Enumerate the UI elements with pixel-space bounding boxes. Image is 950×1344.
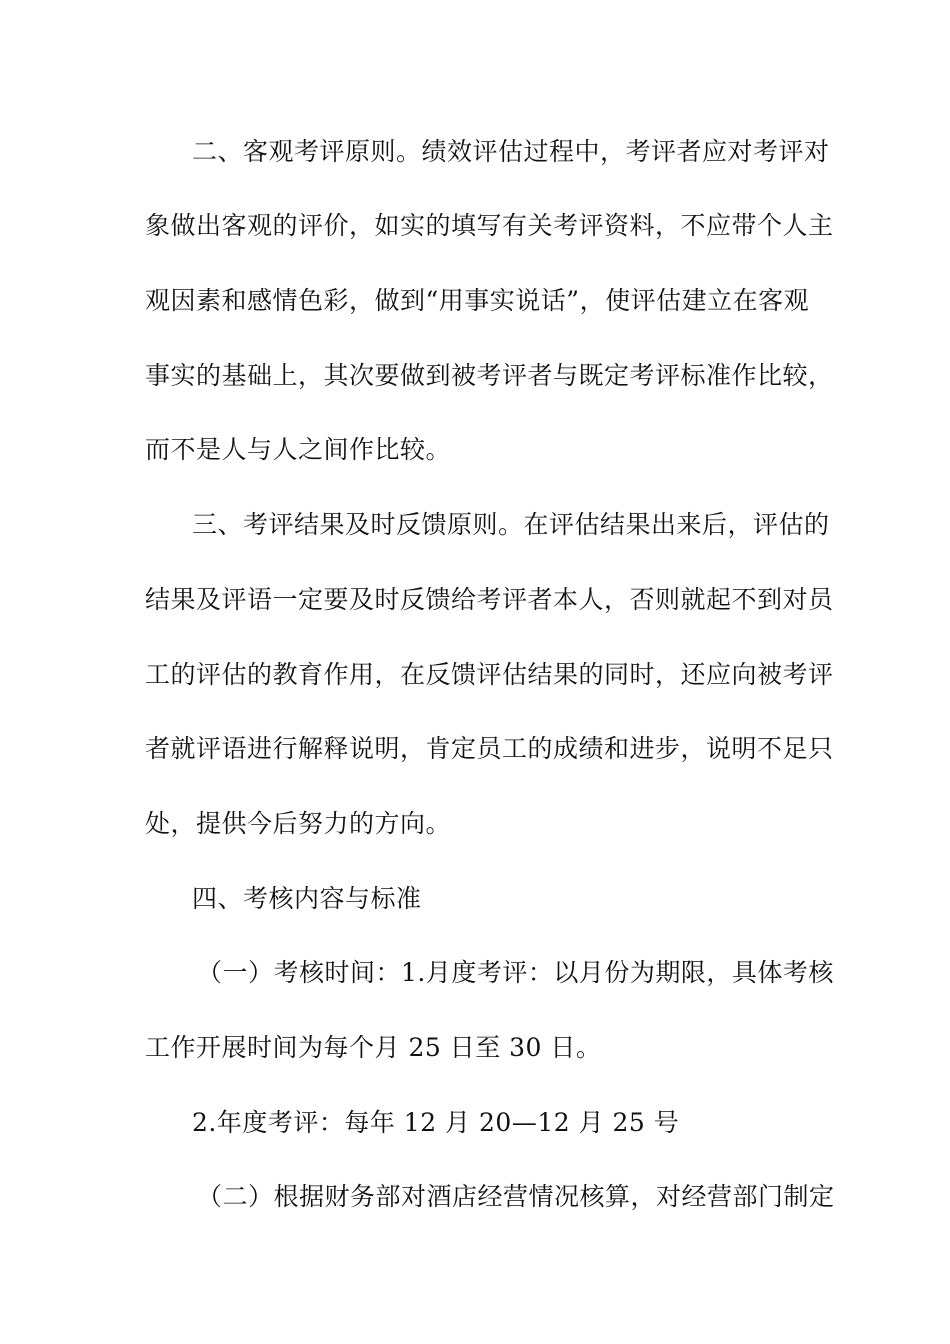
paragraph-2-line-3: 观因素和感情色彩，做到“用事实说话”，使评估建立在客观 <box>145 286 810 315</box>
paragraph-2-line-5: 而不是人与人之间作比较。 <box>145 435 452 464</box>
annual-assessment-line: 2.年度考评：每年 12 月 20—12 月 25 号 <box>192 1108 680 1137</box>
paragraph-2-line-4: 事实的基础上，其次要做到被考评者与既定考评标准作比较， <box>145 361 834 390</box>
paragraph-3-line-3: 工的评估的教育作用，在反馈评估结果的同时，还应向被考评 <box>145 660 834 689</box>
paragraph-3-line-1: 三、考评结果及时反馈原则。在评估结果出来后，评估的 <box>192 510 830 539</box>
section-4-heading: 四、考核内容与标准 <box>192 884 422 913</box>
paragraph-3-line-2: 结果及评语一定要及时反馈给考评者本人，否则就起不到对员 <box>145 585 834 614</box>
assessment-time-line-1: （一）考核时间：1.月度考评：以月份为期限，具体考核 <box>197 958 834 987</box>
paragraph-3-line-4: 者就评语进行解释说明，肯定员工的成绩和进步，说明不足只 <box>145 734 834 763</box>
paragraph-3-line-5: 处，提供今后努力的方向。 <box>145 809 452 838</box>
item-2-line-1: （二）根据财务部对酒店经营情况核算，对经营部门制定 <box>197 1182 835 1211</box>
assessment-time-line-2: 工作开展时间为每个月 25 日至 30 日。 <box>145 1033 602 1062</box>
paragraph-2-line-2: 象做出客观的评价，如实的填写有关考评资料，不应带个人主 <box>145 211 834 240</box>
paragraph-2-line-1: 二、客观考评原则。绩效评估过程中，考评者应对考评对 <box>192 137 830 166</box>
